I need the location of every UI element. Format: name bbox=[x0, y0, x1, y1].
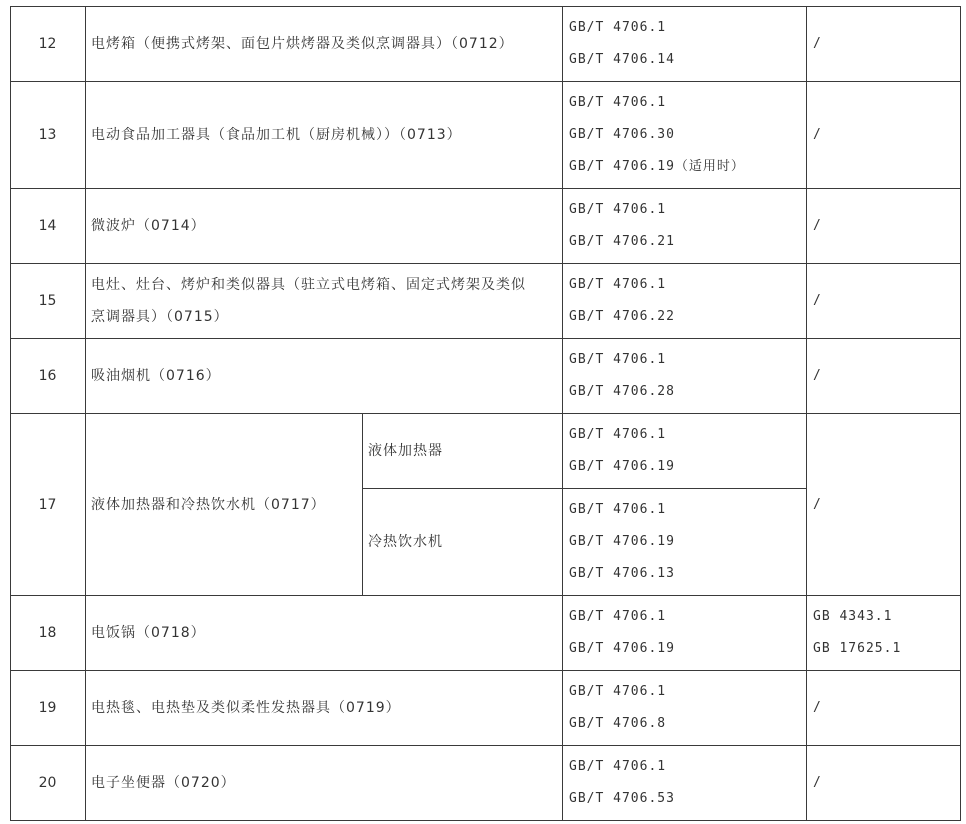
related-standard: / bbox=[813, 218, 822, 233]
standard-code: GB/T 4706.13 bbox=[569, 566, 675, 581]
related-standard: / bbox=[813, 775, 822, 790]
row-number: 19 bbox=[38, 700, 57, 716]
row-number: 14 bbox=[38, 218, 57, 234]
row-divider bbox=[10, 413, 960, 414]
row-divider bbox=[10, 6, 960, 7]
related-standard: / bbox=[813, 36, 822, 51]
product-name: 电饭锅（0718） bbox=[91, 625, 206, 641]
standard-code: GB/T 4706.30 bbox=[569, 127, 675, 142]
related-standard: / bbox=[813, 127, 822, 142]
standard-code: GB/T 4706.1 bbox=[569, 277, 667, 292]
product-name: 吸油烟机（0716） bbox=[91, 368, 221, 384]
standard-code: GB/T 4706.19（适用时） bbox=[569, 159, 745, 174]
related-standard: / bbox=[813, 293, 822, 308]
row-number: 13 bbox=[38, 127, 57, 143]
standard-code: GB/T 4706.19 bbox=[569, 534, 675, 549]
row-divider bbox=[10, 820, 960, 821]
column-divider bbox=[960, 6, 961, 821]
standard-code: GB/T 4706.8 bbox=[569, 716, 667, 731]
product-name: 电热毯、电热垫及类似柔性发热器具（0719） bbox=[91, 700, 401, 716]
standard-code: GB/T 4706.19 bbox=[569, 459, 675, 474]
column-divider bbox=[562, 6, 563, 821]
standard-code: GB/T 4706.19 bbox=[569, 641, 675, 656]
sub-row-divider bbox=[362, 488, 806, 489]
row-divider bbox=[10, 745, 960, 746]
standard-code: GB/T 4706.53 bbox=[569, 791, 675, 806]
sub-product-name: 液体加热器 bbox=[368, 443, 443, 459]
column-divider bbox=[806, 6, 807, 821]
row-number: 15 bbox=[38, 293, 57, 309]
standard-code: GB/T 4706.1 bbox=[569, 20, 667, 35]
column-divider bbox=[85, 6, 86, 821]
standard-code: GB/T 4706.1 bbox=[569, 684, 667, 699]
standard-code: GB/T 4706.21 bbox=[569, 234, 675, 249]
standard-code: GB/T 4706.14 bbox=[569, 52, 675, 67]
product-name-line-2: 烹调器具）（0715） bbox=[91, 309, 229, 325]
product-name: 电动食品加工器具（食品加工机（厨房机械））（0713） bbox=[91, 127, 462, 143]
related-standard: / bbox=[813, 368, 822, 383]
related-standard: / bbox=[813, 497, 822, 512]
standard-code: GB/T 4706.28 bbox=[569, 384, 675, 399]
row-number: 16 bbox=[38, 368, 57, 384]
product-name: 微波炉（0714） bbox=[91, 218, 206, 234]
standard-code: GB/T 4706.1 bbox=[569, 352, 667, 367]
standard-code: GB/T 4706.1 bbox=[569, 502, 667, 517]
product-name: 电子坐便器（0720） bbox=[91, 775, 236, 791]
standard-code: GB/T 4706.1 bbox=[569, 427, 667, 442]
row-divider bbox=[10, 595, 960, 596]
related-standard: GB 4343.1 bbox=[813, 609, 893, 624]
row-divider bbox=[10, 670, 960, 671]
row-number: 20 bbox=[38, 775, 57, 791]
sub-product-name: 冷热饮水机 bbox=[368, 534, 443, 550]
row-number: 17 bbox=[38, 497, 57, 513]
product-name-line-1: 电灶、灶台、烤炉和类似器具（驻立式电烤箱、固定式烤架及类似 bbox=[91, 277, 526, 293]
product-name: 液体加热器和冷热饮水机（0717） bbox=[91, 497, 326, 513]
related-standard: / bbox=[813, 700, 822, 715]
sub-column-divider bbox=[362, 413, 363, 595]
standard-code: GB/T 4706.1 bbox=[569, 609, 667, 624]
row-number: 18 bbox=[38, 625, 57, 641]
row-divider bbox=[10, 188, 960, 189]
row-divider bbox=[10, 338, 960, 339]
row-divider bbox=[10, 263, 960, 264]
row-divider bbox=[10, 81, 960, 82]
row-number: 12 bbox=[38, 36, 57, 52]
standard-code: GB/T 4706.1 bbox=[569, 202, 667, 217]
related-standard: GB 17625.1 bbox=[813, 641, 902, 656]
standard-code: GB/T 4706.22 bbox=[569, 309, 675, 324]
standard-code: GB/T 4706.1 bbox=[569, 95, 667, 110]
standard-code: GB/T 4706.1 bbox=[569, 759, 667, 774]
product-name: 电烤箱（便携式烤架、面包片烘烤器及类似烹调器具）（0712） bbox=[91, 36, 514, 52]
